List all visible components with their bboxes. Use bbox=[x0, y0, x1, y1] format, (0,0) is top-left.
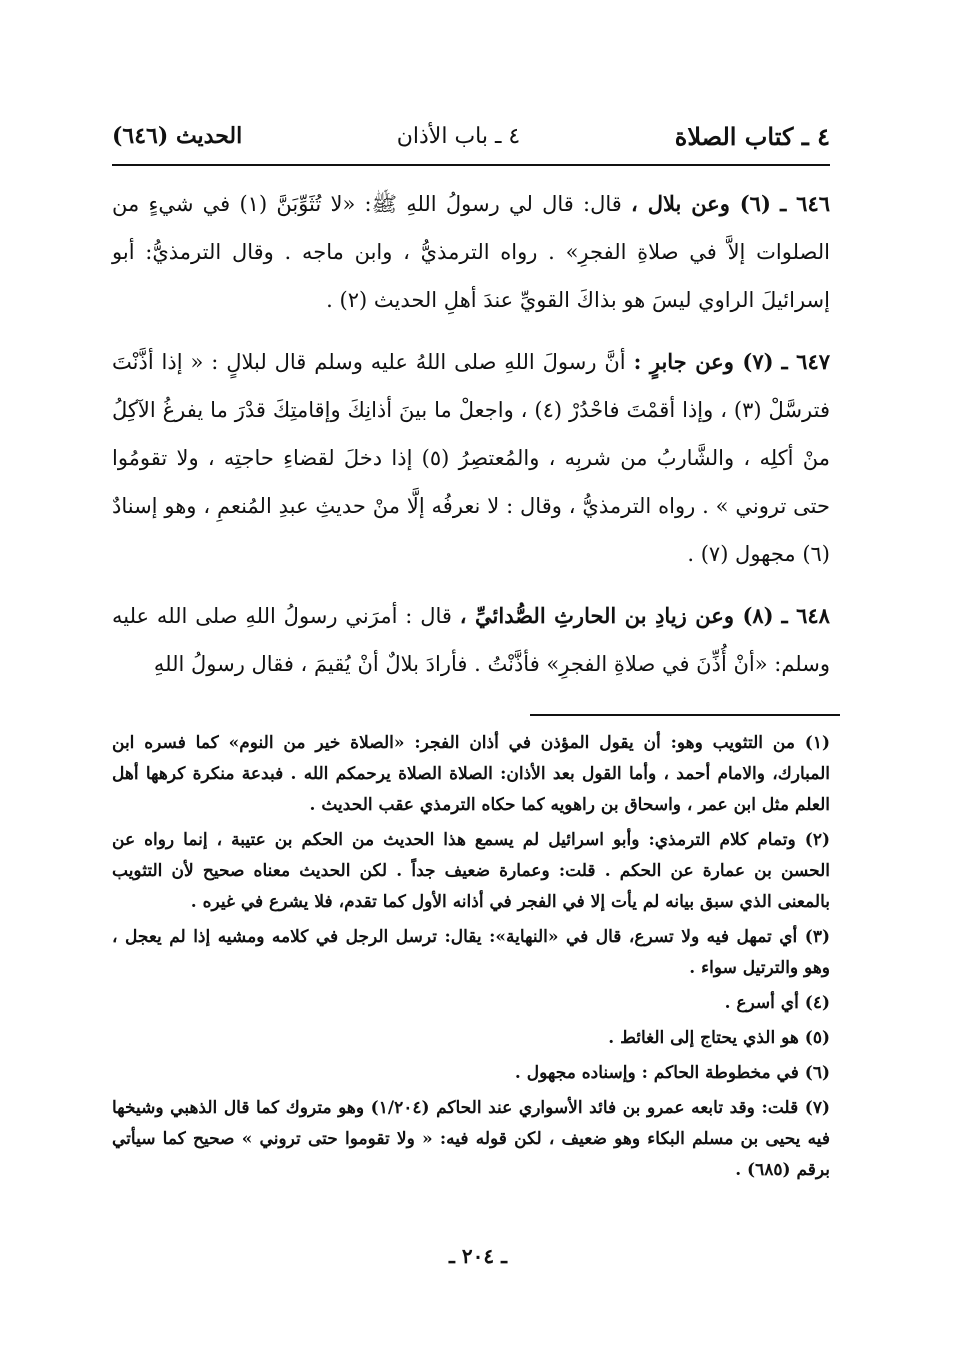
footnote-1: (١) من التثويب وهو: أن يقول المؤذن في أذان الفجر: «الصلاة خير من النوم» كما فسره ابن المبارك، والامام أحمد ، وأما القول بعد الأذان: الصلاة الصلاة يرحمكم الله . فبدعة منكرة كرهها أهل العلم مثل ابن عمر ، واسحاق بن راهويه كما حكاه الترمذي عقب الحديث . bbox=[112, 733, 830, 815]
footnote-5: (٥) هو الذي يحتاج إلى الغائط . bbox=[608, 1028, 830, 1048]
hadith-number: ٦٤٧ ـ bbox=[781, 349, 831, 374]
footnote-7: (٧) قلت: وقد تابعه عمرو بن فائد الأسواري عند الحاكم (١/٢٠٤) وهو متروك كما قال الذهبي وشيخها فيه يحيى بن مسلم البكاء وهو ضعيف ، لكن قوله فيه: « ولا تقوموا حتى تروني » صحيح كما سيأتي برقم (٦٨٥) . bbox=[112, 1098, 830, 1180]
book-title: ٤ ـ كتاب الصلاة bbox=[674, 121, 830, 151]
hadith-number: ٦٤٦ ـ bbox=[780, 191, 831, 216]
chapter-title: ٤ ـ باب الأذان bbox=[396, 123, 521, 149]
hadith-648 bbox=[112, 592, 830, 688]
hadith-number: ٦٤٨ ـ bbox=[781, 603, 830, 628]
main-text bbox=[112, 180, 830, 702]
footnote-4: (٤) أي أسرع . bbox=[724, 993, 830, 1013]
hadith-reference: الحديث (٦٤٦) bbox=[112, 123, 243, 149]
hadith-text: قال : أمرَني رسولُ اللهِ صلى الله عليه وسلم: «أنْ أُذِّنَ في صلاةِ الفجرِ» فأذَّنْتُ . فأرادَ بلالٌ أنْ يُقيمَ ، فقال رسولُ اللهِ bbox=[112, 604, 830, 676]
header-divider bbox=[112, 164, 830, 166]
hadith-narrator: (٦) وعن بلال ، bbox=[631, 191, 771, 216]
footnote-2: (٢) وتمام كلام الترمذي: وأبو اسرائيل لم يسمع هذا الحديث من الحكم بن عتيبة ، إنما رواه عن الحسن بن عمارة عن الحكم . قلت: وعمارة ضعيف جداً . لكن الحديث معناه صحيح لأن التثويب بالمعنى الذي سبق بيانه لم يأت إلا في الفجر في أذانه الأول كما تقدم، فلا يشرع في غيره . bbox=[112, 830, 830, 912]
running-header bbox=[112, 112, 830, 160]
hadith-text: أنَّ رسولَ اللهِ صلى اللهُ عليه وسلم قال لبلالٍ : « إذا أذَّنْتَ فترسَّلْ (٣) ، وإذا أقمْتَ فاحْدُرْ (٤) ، واجعلْ ما بينَ أذانِكَ وإقامتِكَ قدْرَ ما يفرغُ الآكِلُ منْ أكلِه ، والشَّاربُ من شربِه ، والمُعتصِرُ (٥) إذا دخلَ لقضاءِ حاجتِه ، ولا تقومُوا حتى تروني » . رواه الترمذيُّ ، وقال : لا نعرفُه إلَّا منْ حديثِ عبدِ المُنعمِ ، وهو إسنادٌ (٦) مجهول (٧) . bbox=[112, 350, 831, 566]
page-number: ـ ٢٠٤ ـ bbox=[449, 1244, 507, 1268]
footnote-6: (٦) في مخطوطة الحاكم : وإسناده مجهول . bbox=[514, 1063, 830, 1083]
hadith-text: قال: قال لي رسولُ اللهِ ﷺ: «لا تُثَوِّبَنَّ (١) في شيءٍ من الصلوات إلاَّ في صلاةِ الفجرِ» . رواه الترمذيُّ ، وابن ماجه . وقال الترمذيُّ: أبو إسرائيلَ الراوي ليسَ هو بذاكَ القويِّ عندَ أهلِ الحديث (٢) . bbox=[112, 192, 830, 312]
footnotes bbox=[112, 728, 830, 1190]
hadith-narrator: (٨) وعن زيادِ بن الحارثِ الصُّدائيِّ ، bbox=[459, 603, 774, 628]
footnote-3: (٣) أي تمهل فيه ولا تسرع، قال في «النهاية»: يقال: ترسل الرجل في كلامه ومشيه إذا لم يعجل ، وهو والترتيل سواء . bbox=[112, 927, 830, 978]
hadith-647 bbox=[112, 338, 830, 578]
footnote-divider bbox=[530, 714, 840, 716]
hadith-narrator: (٧) وعن جابرٍ : bbox=[633, 349, 774, 374]
hadith-646 bbox=[112, 180, 830, 324]
